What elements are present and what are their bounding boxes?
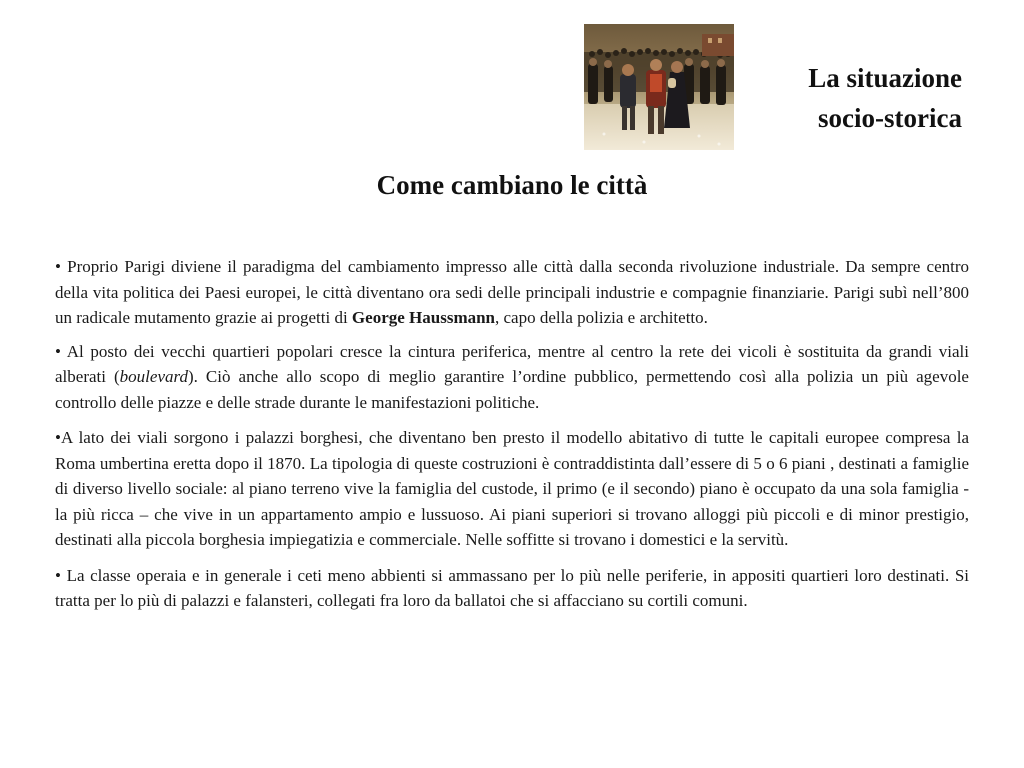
- slide-subtitle: Come cambiano le città: [376, 170, 648, 200]
- title-line-1: La situazione: [808, 63, 962, 93]
- bullet: •: [55, 565, 67, 585]
- crowd-painting-graphic: [584, 24, 734, 150]
- paragraph-text: La classe operaia e in generale i ceti meno abbienti si ammassano per lo più nelle periferie, in appositi quartieri loro destinati. Si tratta per lo più di palazzi e falansteri, collegati fra loro da ballatoi che si affacciano su cortili comuni.: [55, 565, 970, 610]
- bullet: •: [55, 341, 67, 361]
- highlighted-name: George Haussmann: [351, 308, 496, 327]
- title-line-2: socio-storica: [818, 103, 962, 133]
- paragraph-text: ). Ciò anche allo scopo di meglio garantire l’ordine pubblico, permettendo così alla polizia un più agevole controllo delle piazze e delle strade durante le manifestazioni politiche.: [55, 367, 969, 412]
- bullet: •: [55, 257, 68, 276]
- paragraph-4: [55, 563, 969, 614]
- painting-image: [584, 24, 734, 150]
- italic-term: boulevard: [119, 367, 188, 386]
- paragraph-text: Proprio Parigi diviene il paradigma del cambiamento impresso alle città dalla seconda rivoluzione industriale. Da sempre centro della vita politica dei Paesi europei, le città diventano ora sedi delle principali industrie e compagnie finanziarie. Parigi subì nell’800 un radicale mutamento grazie ai progetti di: [55, 257, 970, 327]
- paragraph-text: A lato dei viali sorgono i palazzi borghesi, che diventano ben presto il modello abitativo di tutte le capitali europee compresa la Roma umbertina eretta dopo il 1870. La tipologia di queste costruzioni è contraddistinta dall’essere di 5 o 6 piani , destinati a famiglie di diverso livello sociale: al piano terreno vive la famiglia del custode, il primo (e il secondo) piano è occupato da una sola famiglia - la più ricca – che vive in un appartamento ampio e lussuoso. Ai piani superiori si trovano alloggi più piccoli e di minor prestigio, destinati alla piccola borghesia impiegatizia e commerciale. Nelle soffitte si trovano i domestici e la servitù.: [55, 428, 969, 549]
- paragraph-text: , capo della polizia e architetto.: [495, 308, 708, 327]
- paragraph-3: [55, 425, 969, 553]
- slide-title: [808, 58, 962, 138]
- paragraph-text: Al posto dei vecchi quartieri popolari cresce la cintura periferica, mentre al centro la rete dei vicoli è sostituita da grandi viali alberati (: [55, 341, 969, 386]
- paragraph-2: [55, 339, 969, 416]
- bullet: •: [55, 428, 61, 447]
- paragraph-1: [55, 254, 969, 331]
- slide-body: [55, 254, 969, 624]
